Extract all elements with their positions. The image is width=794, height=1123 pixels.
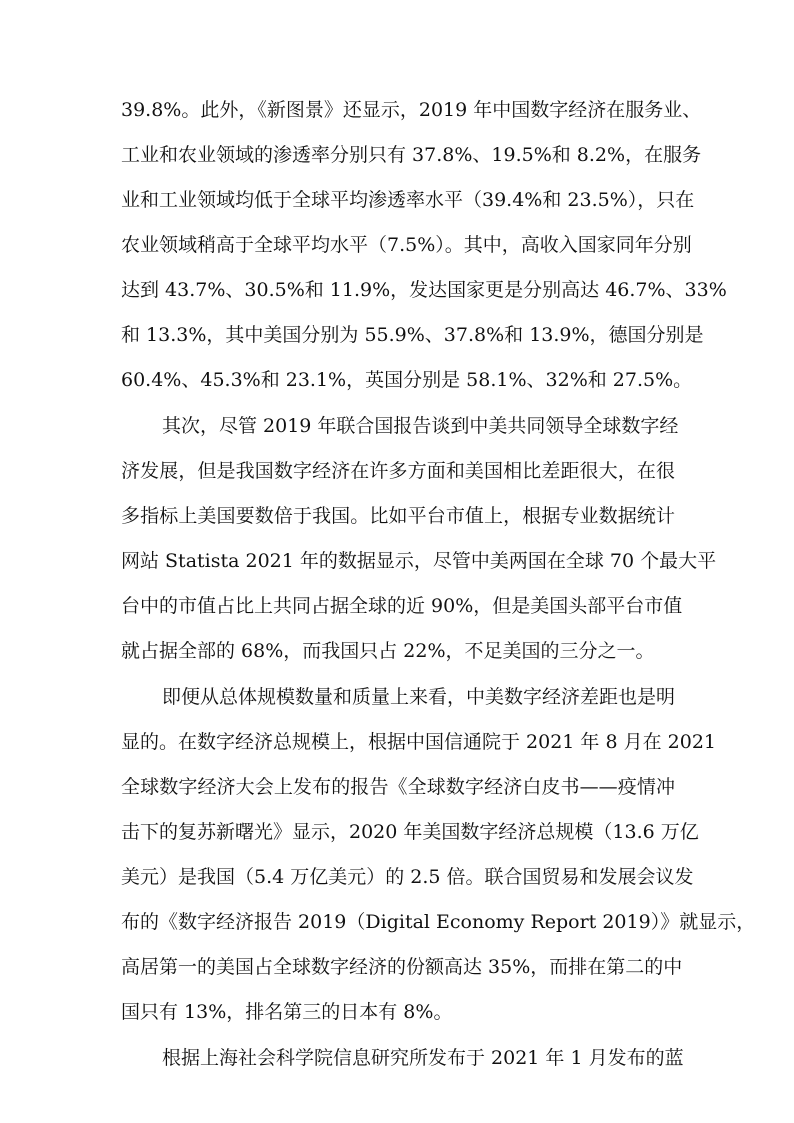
text-line: 60.4%、45.3%和 23.1%，英国分别是 58.1%、32%和 27.5%。 xyxy=(121,369,693,391)
text-line: 击下的复苏新曙光》显示，2020 年美国数字经济总规模（13.6 万亿 xyxy=(121,821,699,843)
text-line: 美元）是我国（5.4 万亿美元）的 2.5 倍。联合国贸易和发展会议发 xyxy=(121,866,694,888)
paragraph-first-line: 其次，尽管 2019 年联合国报告谈到中美共同领导全球数字经 xyxy=(162,415,679,437)
text-line: 国只有 13%，排名第三的日本有 8%。 xyxy=(121,1001,453,1023)
text-line: 台中的市值占比上共同占据全球的近 90%，但是美国头部平台市值 xyxy=(121,595,683,617)
text-line: 农业领域稍高于全球平均水平（7.5%）。其中，高收入国家同年分别 xyxy=(121,234,692,256)
text-line: 高居第一的美国占全球数字经济的份额高达 35%，而排在第二的中 xyxy=(121,956,683,978)
text-line: 39.8%。此外，《新图景》还显示，2019 年中国数字经济在服务业、 xyxy=(121,99,702,121)
text-line: 网站 Statista 2021 年的数据显示，尽管中美两国在全球 70 个最大平 xyxy=(121,550,717,572)
text-line: 就占据全部的 68%，而我国只占 22%，不足美国的三分之一。 xyxy=(121,640,655,662)
text-line: 济发展，但是我国数字经济在许多方面和美国相比差距很大，在很 xyxy=(121,460,675,482)
paragraph-first-line: 根据上海社会科学院信息研究所发布于 2021 年 1 月发布的蓝 xyxy=(162,1047,684,1069)
paragraph-first-line: 即便从总体规模数量和质量上来看，中美数字经济差距也是明 xyxy=(162,686,676,708)
text-line: 业和工业领域均低于全球平均渗透率水平（39.4%和 23.5%），只在 xyxy=(121,189,695,211)
text-line: 多指标上美国要数倍于我国。比如平台市值上，根据专业数据统计 xyxy=(121,505,675,527)
text-line: 布的《数字经济报告 2019（Digital Economy Report 2019）》就显示， xyxy=(121,911,756,933)
text-line: 全球数字经济大会上发布的报告《全球数字经济白皮书——疫情冲 xyxy=(121,776,675,798)
text-line: 显的。在数字经济总规模上，根据中国信通院于 2021 年 8 月在 2021 xyxy=(121,731,716,753)
text-line: 和 13.3%，其中美国分别为 55.9%、37.8%和 13.9%，德国分别是 xyxy=(121,324,704,346)
text-line: 工业和农业领域的渗透率分别只有 37.8%、19.5%和 8.2%，在服务 xyxy=(121,144,702,166)
text-line: 达到 43.7%、30.5%和 11.9%，发达国家更是分别高达 46.7%、33% xyxy=(121,279,727,301)
